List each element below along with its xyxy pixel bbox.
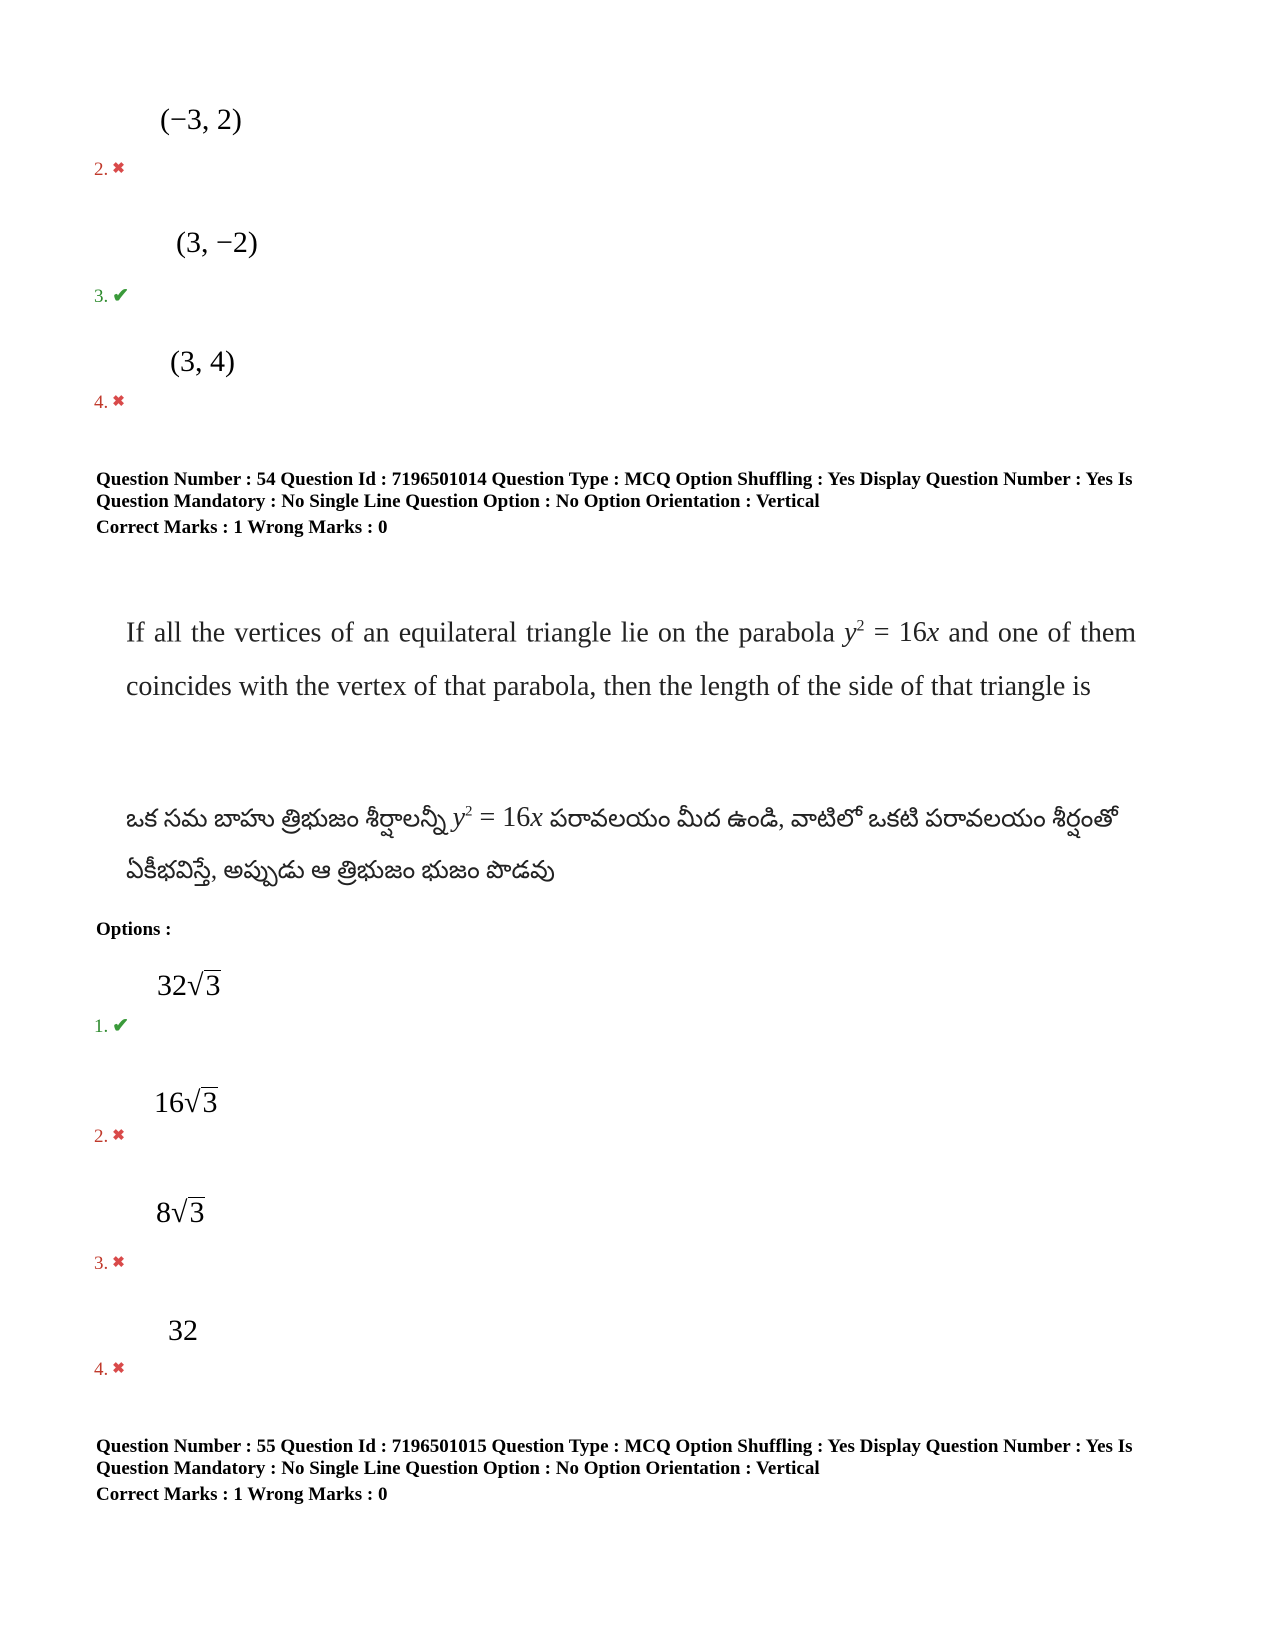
option-number: 4. (94, 392, 109, 413)
option-1 (94, 1016, 129, 1036)
marks-line: Correct Marks : 1 Wrong Marks : 0 (96, 1484, 388, 1505)
check-icon: ✔ (112, 285, 130, 307)
equation: $y^2 = 16x$ (452, 802, 543, 834)
meta-line: Question Number : 55 Question Id : 7196501015 Question Type : MCQ Option Shuffling : Yes Display Question Number : Yes Is (96, 1436, 1133, 1457)
question-text: పరావలయం మీద ఉండి, వాటిలో ఒకటి పరావలయం శీర్షంతో ఏకీభవిస్తే, అప్పుడు ఆ త్రిభుజం భుజం పొడవు (126, 805, 1118, 885)
option-2 (94, 160, 125, 179)
meta-line: Question Mandatory : No Single Line Question Option : No Option Orientation : Vertical (96, 491, 820, 512)
question-text: If all the vertices of an equilateral triangle lie on the parabola (126, 617, 835, 649)
option-number: 4. (94, 1359, 109, 1380)
equation: $y^2 = 16x$ (844, 617, 940, 649)
check-icon: ✔ (112, 1015, 130, 1037)
option-3 (94, 286, 129, 306)
option-number: 2. (94, 159, 109, 180)
option-number: 1. (94, 1015, 109, 1037)
cross-icon: ✖ (112, 394, 125, 410)
question-meta (96, 1436, 1206, 1506)
option-number: 3. (94, 285, 109, 307)
question-text-telugu (126, 786, 1136, 897)
question-text: ఒక సమ బాహు త్రిభుజం శీర్షాలన్నీ (126, 805, 447, 833)
meta-line: Question Mandatory : No Single Line Question Option : No Option Orientation : Vertical (96, 1458, 820, 1479)
option-4 (94, 1360, 125, 1379)
option-value: (3, 4) (170, 345, 235, 378)
option-3 (94, 1254, 125, 1273)
option-value: 8√3 (156, 1196, 205, 1229)
cross-icon: ✖ (112, 161, 125, 177)
option-2 (94, 1127, 125, 1146)
marks-line: Correct Marks : 1 Wrong Marks : 0 (96, 517, 388, 538)
option-number: 3. (94, 1253, 109, 1274)
cross-icon: ✖ (112, 1128, 125, 1144)
question-text-english (126, 600, 1136, 714)
option-number: 2. (94, 1126, 109, 1147)
cross-icon: ✖ (112, 1361, 125, 1377)
question-meta (96, 469, 1206, 539)
option-4 (94, 393, 125, 412)
meta-line: Question Number : 54 Question Id : 7196501014 Question Type : MCQ Option Shuffling : Yes Display Question Number : Yes Is (96, 469, 1133, 490)
cross-icon: ✖ (112, 1255, 125, 1271)
option-value: (−3, 2) (160, 103, 242, 136)
option-value: 32 (168, 1314, 198, 1347)
options-label: Options : (96, 919, 172, 940)
option-value: (3, −2) (176, 226, 258, 259)
question-text: and one of them coincides with the vertex of that parabola, then the length of the side of that triangle is (126, 617, 1137, 703)
option-value: 32√3 (157, 969, 221, 1002)
option-value: 16√3 (154, 1086, 218, 1119)
